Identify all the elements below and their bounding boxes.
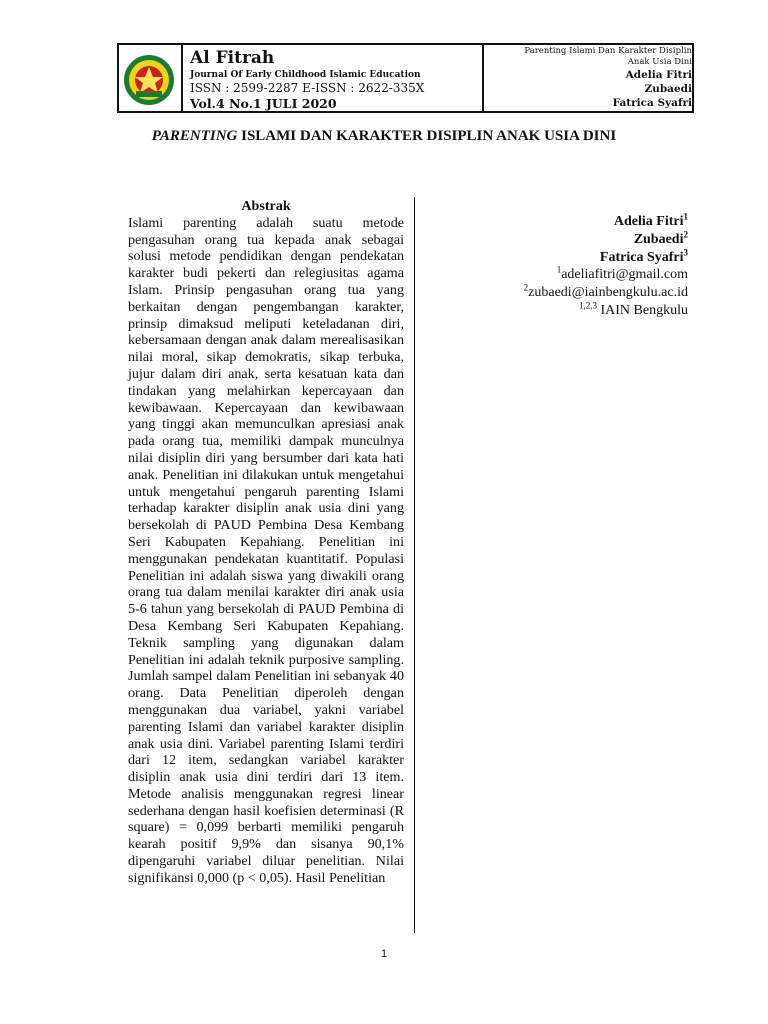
journal-subtitle: Journal Of Early Childhood Islamic Education <box>190 70 421 80</box>
abstract-section <box>128 198 404 887</box>
journal-header <box>117 43 694 113</box>
journal-logo <box>123 54 175 106</box>
journal-volume: Vol.4 No.1 JULI 2020 <box>190 96 337 111</box>
running-title-line1: Parenting Islami Dan Karakter Disiplin <box>524 46 692 56</box>
author-name: Zubaedi$^2$ <box>633 229 688 247</box>
article-title-italic: PARENTING <box>151 128 238 144</box>
journal-issn: ISSN : 2599-2287 E-ISSN : 2622-335X <box>190 81 425 95</box>
author-email[interactable]: $^1$adeliafitri@gmail.com <box>556 264 688 283</box>
author-block <box>430 213 688 320</box>
abstract-body: Islami parenting adalah suatu metode pengasuhan orang tua kepada anak sebagai solusi metode pendidikan dengan pendekatan karakter budi pekerti dan relegiusitas agama Islam. Prinsip pengasuhan orang tua yang berkaitan dengan pengembangan karakter, prinsip dimaksud meliputi keteladanan diri, kebersamaan dengan anak dalam merealisasikan nilai moral, sikap demokratis, sikap terbuka, jujur dalam diri anak, serta kesatuan kata dan tindakan yang melahirkan kepercayaan dan kewibawaan. Kepercayaan dan kewibawaan yang tinggi akan memunculkan apresiasi anak pada orang tua, memiliki dampak munculnya nilai disiplin diri yang bersumber dari kata hati anak. Penelitian ini dilakukan untuk mengetahui untuk mengetahui pengaruh parenting Islami terhadap karakter disiplin anak usia dini yang bersekolah di PAUD Pembina Desa Kembang Seri Kabupaten Kepahiang. Penelitian ini menggunakan pendekatan kuantitatif. Populasi Penelitian ini adalah siswa yang diwakili orang orang tua dalam menilai karakter diri anak usia 5-6 tahun yang bersekolah di PAUD Pembina di Desa Kembang Seri Kabupaten Kepahiang. Teknik sampling yang digunakan dalam Penelitian ini adalah teknik purposive sampling. Jumlah sampel dalam Penelitian ini sebanyak 40 orang. Data Penelitian diperoleh dengan menggunakan dua variabel, yakni variabel parenting Islami dan variabel karakter disiplin anak usia dini. Variabel parenting Islami terdiri dari 12 item, sedangkan variabel karakter disiplin anak usia dini terdiri dari 13 item. Metode analisis menggunakan regresi linear sederhana dengan hasil koefisien determinasi (R square) = 0,099 berbarti memiliki pengaruh kearah positif 9,9% dan sisanya 90,1% dipengaruhi variabel diluar penelitian. Nilai signifikansi 0,000 (p < 0,05). Hasil Penelitian <box>128 214 404 886</box>
author-affiliation: $^{1,2,3}$ IAIN Bengkulu <box>579 300 688 318</box>
running-author: Fatrica Syafri <box>612 97 692 109</box>
running-header <box>487 46 692 110</box>
author-name: Fatrica Syafri$^3$ <box>599 246 688 265</box>
abstract-heading: Abstrak <box>241 198 291 214</box>
running-author: Adelia Fitri <box>625 69 692 81</box>
header-divider-right <box>482 45 484 111</box>
article-title-rest: ISLAMI DAN KARAKTER DISIPLIN ANAK USIA DINI <box>237 128 617 144</box>
column-divider <box>414 197 415 933</box>
page-number: 1 <box>380 948 388 960</box>
running-title-line2: Anak Usia Dini <box>627 57 692 67</box>
journal-info <box>190 47 480 111</box>
article-title <box>0 128 768 145</box>
running-author: Zubaedi <box>644 83 692 95</box>
journal-title: Al Fitrah <box>190 48 275 68</box>
author-email[interactable]: $^2$zubaedi@iainbengkulu.ac.id <box>523 282 688 301</box>
header-divider-left <box>181 45 183 111</box>
author-name: Adelia Fitri$^1$ <box>613 211 688 229</box>
